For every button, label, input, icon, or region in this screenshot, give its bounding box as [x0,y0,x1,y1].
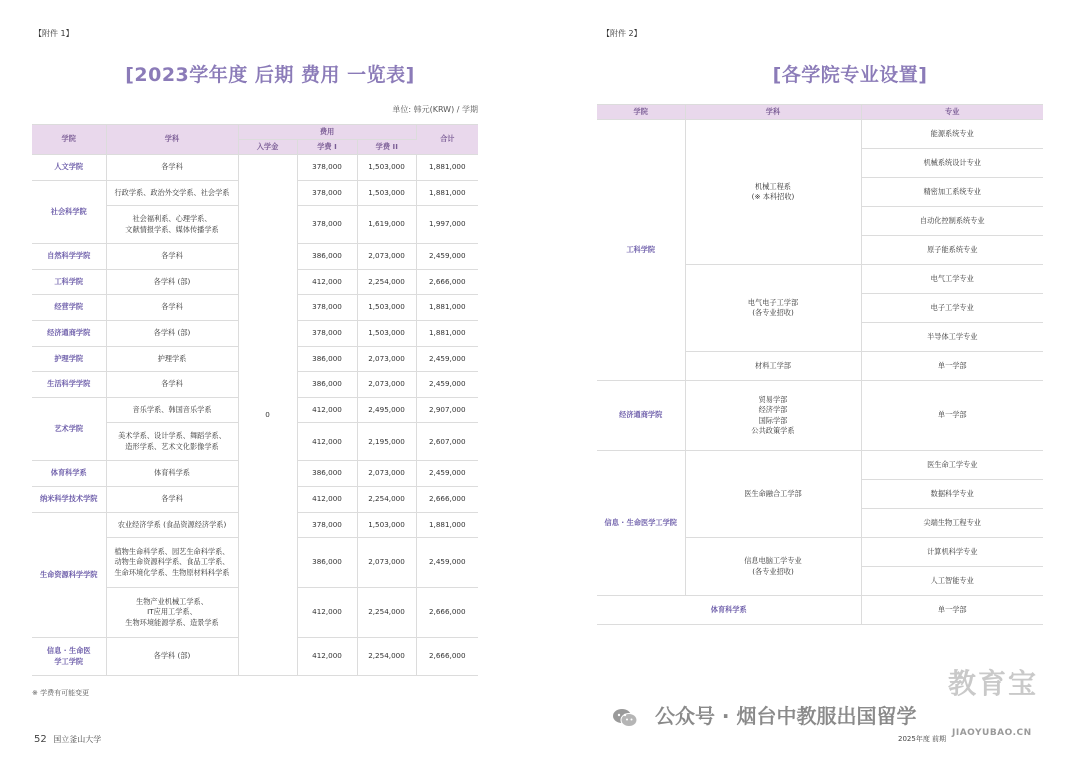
tuition1-cell: 378,000 [297,512,357,538]
col-college: 学院 [32,125,106,155]
major-cell: 数据科学专业 [861,480,1043,509]
table-row [597,451,1043,480]
unit-label: 单位: 韩元(KRW) / 学期 [392,105,478,114]
col-entrance: 入学金 [238,140,297,155]
table-row [32,155,478,181]
tuition1-cell: 386,000 [297,372,357,398]
tuition1-cell: 412,000 [297,588,357,638]
major-cell: 单一学部 [861,352,1043,381]
major-cell: 半导体工学专业 [861,323,1043,352]
subject-line: 生物环境能源学系、造景学系 [125,617,219,627]
subject-cell: 各学科 [106,486,238,512]
col-subject: 学科 [106,125,238,155]
subject-cell [685,381,861,451]
university-name: 国立釜山大学 [53,735,102,744]
college-cell: 信息 · 生命医学工学院 [597,451,685,596]
tuition2-cell: 1,503,000 [357,180,416,206]
total-cell: 2,666,000 [416,486,478,512]
watermark-brand: 教育宝 [948,667,1039,700]
total-cell: 2,666,000 [416,269,478,295]
subject-line: 机械工程系 [755,181,791,191]
subject-cell: 农业经济学系 (食品资源经济学系) [106,512,238,538]
subject-line: (各专业招收) [752,566,794,576]
table-row [597,120,1043,149]
tuition2-cell: 2,254,000 [357,269,416,295]
tuition2-cell: 1,503,000 [357,295,416,321]
subject-cell [106,206,238,244]
tuition2-cell: 2,073,000 [357,372,416,398]
total-cell: 1,881,000 [416,320,478,346]
college-cell: 经济通商学院 [597,381,685,451]
college-line: 学工学院 [54,656,84,666]
fee-table-title: [2023学年度 后期 费用 一览表] [125,64,415,86]
tuition1-cell: 378,000 [297,180,357,206]
col-subject: 学科 [685,105,861,120]
college-cell: 自然科学学院 [32,244,106,270]
tuition1-cell: 412,000 [297,397,357,423]
college-line: 信息 · 生命医 [46,646,91,656]
major-cell: 电气工学专业 [861,265,1043,294]
tuition1-cell: 386,000 [297,538,357,588]
tuition2-cell: 2,254,000 [357,486,416,512]
watermark-url: JIAOYUBAO.CN [952,728,1032,738]
total-cell: 2,459,000 [416,461,478,487]
major-cell: 电子工学专业 [861,294,1043,323]
subject-line: IT应用工学系、 [147,607,197,617]
subject-line: 经济学部 [758,405,788,415]
total-cell: 2,459,000 [416,372,478,398]
tuition1-cell: 412,000 [297,269,357,295]
major-cell: 计算机科学专业 [861,538,1043,567]
subject-line: 公共政策学系 [751,425,795,435]
subject-cell [106,538,238,588]
subject-cell [106,423,238,461]
table-row [597,381,1043,451]
attachment-label-1: 【附件 1】 [34,29,74,38]
col-tuition1: 学费 I [297,140,357,155]
college-cell [32,638,106,676]
major-cell: 单一学部 [861,381,1043,451]
subject-cell: 各学科 [106,295,238,321]
tuition1-cell: 378,000 [297,320,357,346]
col-major: 专业 [861,105,1043,120]
tuition2-cell: 1,503,000 [357,155,416,181]
entrance-fee-cell: 0 [238,155,297,676]
subject-cell: 护理学系 [106,346,238,372]
tuition1-cell: 378,000 [297,295,357,321]
subject-line: 电气电子工学部 [747,297,799,307]
subject-cell: 材料工学部 [685,352,861,381]
page-number: 52 [34,734,47,745]
total-cell: 2,459,000 [416,346,478,372]
fee-table [32,124,478,676]
subject-line: 生物产业机械工学系、 [136,596,208,606]
wechat-icon [612,708,638,728]
total-cell: 1,881,000 [416,180,478,206]
subject-line: 信息电脑工学专业 [744,556,802,566]
tuition1-cell: 378,000 [297,155,357,181]
fee-note: ※ 学费有可能变更 [32,689,90,697]
tuition2-cell: 2,073,000 [357,346,416,372]
total-cell: 1,881,000 [416,512,478,538]
subject-cell: 各学科 [106,155,238,181]
footer-right: 2025年度 前期 [898,735,947,743]
subject-cell [685,265,861,352]
tuition1-cell: 386,000 [297,244,357,270]
col-fee: 费用 [238,125,416,140]
tuition2-cell: 2,254,000 [357,588,416,638]
college-cell: 经济通商学院 [32,320,106,346]
subject-line: (※ 本科招收) [751,192,795,201]
tuition1-cell: 412,000 [297,423,357,461]
subject-cell [685,120,861,265]
college-cell: 体育科学系 [597,596,861,625]
subject-line: 美术学系、设计学系、舞蹈学系、 [118,431,226,441]
col-college: 学院 [597,105,685,120]
major-cell: 能源系统专业 [861,120,1043,149]
tuition2-cell: 1,503,000 [357,320,416,346]
col-tuition2: 学费 II [357,140,416,155]
tuition1-cell: 412,000 [297,486,357,512]
tuition2-cell: 2,495,000 [357,397,416,423]
majors-table [597,104,1043,625]
total-cell: 2,459,000 [416,244,478,270]
right-page [540,0,1080,764]
college-cell: 社会科学院 [32,180,106,244]
subject-cell: 各学科 [106,244,238,270]
major-cell: 自动化控制系统专业 [861,207,1043,236]
college-cell: 生活科学学院 [32,372,106,398]
subject-line: 文献情报学系、媒体传播学系 [125,224,219,234]
major-cell: 机械系统设计专业 [861,149,1043,178]
tuition1-cell: 412,000 [297,638,357,676]
tuition2-cell: 2,195,000 [357,423,416,461]
college-cell: 护理学院 [32,346,106,372]
major-cell: 医生命工学专业 [861,451,1043,480]
subject-line: 国际学部 [758,415,788,425]
total-cell: 2,666,000 [416,638,478,676]
watermark-text: 公众号 · 烟台中教服出国留学 [654,704,917,728]
major-cell: 单一学部 [861,596,1043,625]
subject-cell [106,588,238,638]
wechat-watermark [612,700,917,729]
college-cell: 工科学院 [597,120,685,381]
subject-cell: 体育科学系 [106,461,238,487]
major-cell: 人工智能专业 [861,567,1043,596]
tuition1-cell: 378,000 [297,206,357,244]
attachment-label-2: 【附件 2】 [602,29,642,38]
total-cell: 2,666,000 [416,588,478,638]
college-cell: 艺术学院 [32,397,106,461]
subject-cell: 音乐学系、韩国音乐学系 [106,397,238,423]
subject-line: 社会福利系、心理学系、 [132,214,212,224]
tuition2-cell: 1,619,000 [357,206,416,244]
major-cell: 尖端生物工程专业 [861,509,1043,538]
subject-cell: 各学科 (部) [106,320,238,346]
tuition2-cell: 2,073,000 [357,244,416,270]
tuition1-cell: 386,000 [297,346,357,372]
subject-line: 造形学系、艺术文化影像学系 [125,441,219,451]
total-cell: 2,459,000 [416,538,478,588]
tuition2-cell: 2,073,000 [357,461,416,487]
total-cell: 1,997,000 [416,206,478,244]
subject-cell [685,538,861,596]
college-cell: 人文学院 [32,155,106,181]
footer-left [34,734,101,745]
subject-cell: 医生命融合工学部 [685,451,861,538]
subject-line: (各专业招收) [752,308,794,317]
table-row [597,596,1043,625]
subject-cell: 各学科 [106,372,238,398]
college-cell: 工科学院 [32,269,106,295]
total-cell: 2,607,000 [416,423,478,461]
subject-line: 植物生命科学系、园艺生命科学系、 [114,546,230,556]
tuition2-cell: 2,254,000 [357,638,416,676]
college-cell: 体育科学系 [32,461,106,487]
subject-cell: 各学科 (部) [106,269,238,295]
majors-table-title: [各学院专业设置] [772,64,928,86]
tuition2-cell: 1,503,000 [357,512,416,538]
total-cell: 2,907,000 [416,397,478,423]
major-cell: 原子能系统专业 [861,236,1043,265]
college-cell: 纳米科学技术学院 [32,486,106,512]
college-cell: 生命资源科学学院 [32,512,106,638]
tuition2-cell: 2,073,000 [357,538,416,588]
major-cell: 精密加工系统专业 [861,178,1043,207]
tuition1-cell: 386,000 [297,461,357,487]
subject-line: 动物生命资源科学系、食品工学系、 [114,557,230,567]
subject-line: 贸易学部 [758,394,788,404]
subject-cell: 各学科 (部) [106,638,238,676]
total-cell: 1,881,000 [416,155,478,181]
subject-cell: 行政学系、政治外交学系、社会学系 [106,180,238,206]
total-cell: 1,881,000 [416,295,478,321]
college-cell: 经营学院 [32,295,106,321]
subject-line: 生命环境化学系、生物原材料科学系 [114,567,230,577]
col-total: 合计 [416,125,478,155]
